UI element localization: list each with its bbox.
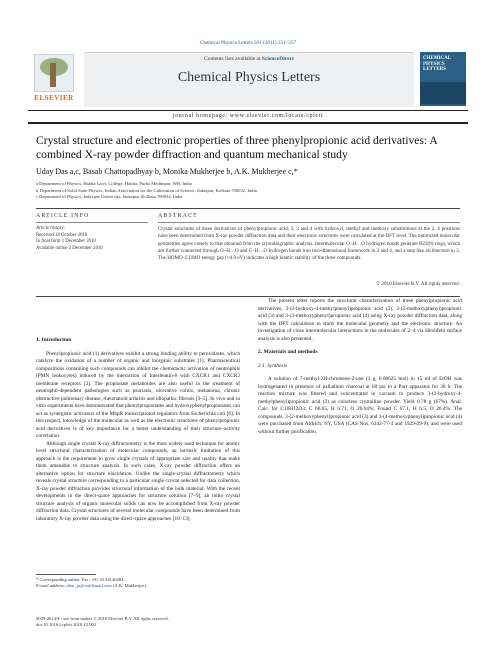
affiliation-c: c Department of Physics, Jadavpur University, Jadavpur, Kolkata 700032, India <box>36 194 183 199</box>
issn-line: 0009-2614/$ - see front matter © 2010 Elsevier B.V. All rights reserved. <box>36 616 169 621</box>
final-form-date: In final form 1 December 2010 <box>36 239 96 245</box>
affiliation-a: a Department of Physics, Haldia Govt. College, Haldia, Purba Medinipur, WB, India <box>36 181 192 186</box>
abstract-text: Crystal structures of three derivatives of phenylpropionic acid, 2, 3 and 4 with hydroxyl, methyl and methoxy substitutions at the 2, 4 positions have been determined from X-ray powder diffraction data and their electronic structures were calculated at the DFT level. The optimized molecular geometries agree closely to that obtained from the crystallographic analysis. Intermolecular O–H…O hydrogen bonds generate R22(8) rings, which are further connected through O–H…O and C–H…O hydrogen bonds into two-dimensional framework in 2 and 4, and a step like architecture in 3. The HOMO–LUMO energy gap (≈4.0 eV) indicates a high kinetic stability of the three compounds. <box>158 226 460 262</box>
publisher-name: ELSEVIER <box>34 94 74 102</box>
footnote-divider <box>36 574 96 575</box>
intro-paragraph-1: Phenylpropionic acid (1) derivatives exhibit a strong binding ability to peroxidases, which catalyze the oxidation of a number of organic and inorganic substrates [1]. Pharmaceutical compositions containing such compounds can inhibit the chemotactic activation of neutrophils (PMN leukocytes) induced by the interaction of Interleukin-8 with CXCR1 and CXCR2 membrane receptors [2]. The propionate metabolites are also useful in the treatment of neutrophil-dependent pathologies such as psoriasis, ulcerative colitis, melanoma, chronic obstructive pulmonary disease, rheumatoid arthritis and idiopathic fibrosis [3–5]. In vivo and in vitro experiments have demonstrated that phenylpropionates and hydroxyphenylpropionates can act as synergistic activators of the MhpR transcriptional regulators from Escherichia coli [6]. In this respect, knowledge of the molecular as well as the electronic structures of phenylpropionic acid derivatives is of key importance for a better understanding of their structure–activity correlation. <box>36 350 240 439</box>
online-date: Available online 3 December 2010 <box>36 245 103 251</box>
divider <box>158 222 460 223</box>
tree-icon <box>34 54 74 92</box>
footnote <box>36 577 240 590</box>
email-label: E-mail address: <box>36 583 67 589</box>
received-date: Received 18 October 2010 <box>36 232 88 238</box>
article-title: Crystal structure and electronic properties of three phenylpropionic acid derivatives: A combined X-ray powder diffraction and quantum mechanical study <box>36 134 438 161</box>
synthesis-heading: 2.1. Synthesis <box>258 362 287 369</box>
affiliation-b: b Department of Solid State Physics, Indian Association for the Cultivation of Science, Jadavpur, Kolkata 700032, India <box>36 187 257 193</box>
history-label: Article history: <box>36 226 66 231</box>
intro-paragraph-2: Although single crystal X-ray diffractometry is the most widely used technique for atomic level structural characterization of molecular compounds, an intrinsic limitation of this approach is the requirement to grow single crystals of appropriate size and quality that make them amenable to structure analysis. In such cases, X-ray powder diffraction offers an alternative option for structure elucidation. Unlike the single-crystal diffractometry which reveals crystal structure corresponding to a particular single crystal selected for data collection, X-ray powder diffraction provides structural information of the bulk material. With the recent developments in the direct-space approaches for structure solution [7–9], ab initio crystal structure analysis of organic molecular solids can now be accomplished from X-ray powder diffraction data. Crystal structures of several molecular compounds have been determined from laboratory X-ray powder data using the direct-space approaches [10–13]. <box>36 440 240 522</box>
article-authors: Uday Das a,c, Basab Chattopadhyay b, Monika Mukherjee b, A.K. Mukherjee c,* <box>36 167 298 176</box>
affiliations <box>36 181 476 201</box>
journal-homepage[interactable]: journal homepage: www.elsevier.com/locate/cplett <box>28 110 468 124</box>
issn-doi <box>36 616 286 629</box>
contents-prefix: Contents lists available at <box>204 56 262 62</box>
left-column <box>36 337 240 522</box>
corresponding-author: * Corresponding author. Fax: +91 33 24146484. <box>36 577 125 582</box>
sciencedirect-link[interactable]: ScienceDirect <box>261 56 294 62</box>
elsevier-logo <box>28 52 78 106</box>
cover-title: CHEMICAL PHYSICS LETTERS <box>423 56 451 72</box>
email-link[interactable]: akm_ju@rediffmail.com <box>66 583 112 589</box>
divider <box>36 296 460 297</box>
journal-cover <box>420 52 466 106</box>
contents-line <box>84 56 414 62</box>
article-history <box>36 226 148 252</box>
right-column <box>258 298 462 436</box>
cover-strip <box>420 82 466 104</box>
journal-banner <box>84 52 414 107</box>
journal-header <box>28 52 468 110</box>
email-line <box>36 583 240 589</box>
synthesis-paragraph: A solution of 7-methyl-2H-chromene-2-one (1 g, 0.00625 mol) in 15 ml of EtOH was hydrogenated in presence of palladium charcoal at 60 psi in a Parr apparatus for 30 h. The reaction mixture was filtered and concentrated in vacuum to produce 3-(2-hydroxy-4-methylphenyl)propionic acid (2) as colorless crystalline powder. Yield 0.78 g (67%). Anal. Calc. for C10H12O3: C 66.65, H 6.71, O 26.64%; Found C 67.1, H 6.5, O 26.4%. The compounds, 3-(2-methoxyphenyl)propionic acid (3) and 3-(4-methoxyphenyl)propionic acid (4) were purchased from Aldrich, NY, USA (CAS Nos. 6342-77-4 and 1929-29-9), and were used without further purification. <box>258 376 462 435</box>
email-suffix: (A.K. Mukherjee). <box>111 583 148 589</box>
journal-citation: Chemical Physics Letters 501 (2011) 351–357 <box>199 40 297 46</box>
journal-name: Chemical Physics Letters <box>177 70 321 85</box>
methods-heading: 2. Materials and methods <box>258 349 318 355</box>
divider <box>36 208 460 209</box>
abstract-heading: ABSTRACT <box>158 213 198 219</box>
article-info-heading: ARTICLE INFO <box>36 213 90 219</box>
doi-line[interactable]: doi:10.1016/j.cplett.2010.12.002 <box>36 622 97 628</box>
intro-paragraph-3: The present letter reports the structural characterization of three phenylpropionic acid derivatives, 3-(2-hydroxy-4-methylphenyl)propionic acid (2), 3-(2-methoxyphenyl)propionic acid (3) and 3-(3-methoxyphenyl)propionic acid (4) using X-ray powder diffraction data, along with the DFT calculation to study the molecular geometry and the electronic structure. An investigation of close intermolecular interactions in the molecules of 2–4 via Hirshfeld surface analysis is also presented. <box>258 298 462 342</box>
divider <box>36 222 148 223</box>
introduction-heading: 1. Introduction <box>36 337 72 343</box>
abstract-copyright: © 2010 Elsevier B.V. All rights reserved. <box>376 281 460 287</box>
